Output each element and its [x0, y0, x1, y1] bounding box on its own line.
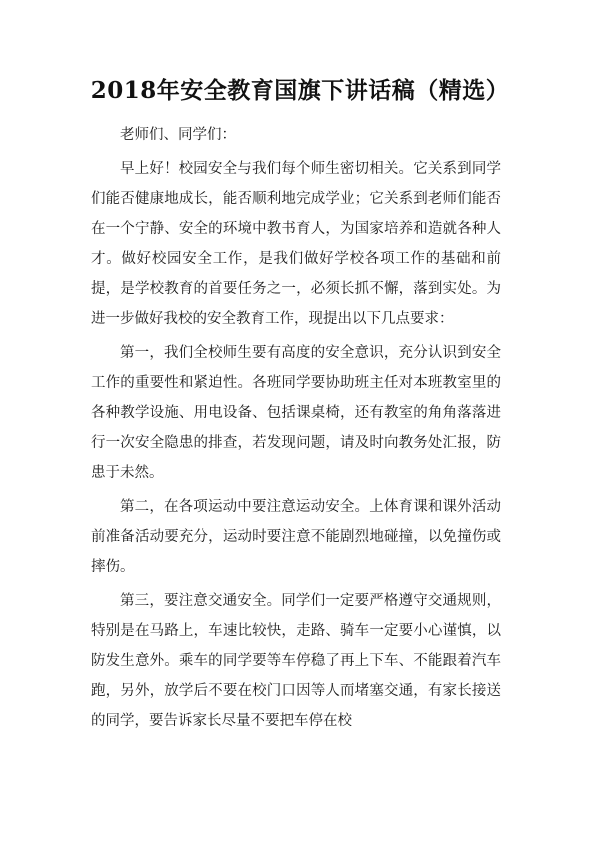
- salutation: 老师们、同学们：: [120, 127, 236, 143]
- paragraph-second: 第二，在各项运动中要注意运动安全。上体育课和课外活动前准备活动要充分，运动时要注意不能剧烈地碰撞，以免撞伤或摔伤。: [91, 499, 501, 575]
- paragraph-third: 第三，要注意交通安全。同学们一定要严格遵守交通规则，特别是在马路上，车速比较快，走路、骑车一定要小心谨慎，以防发生意外。乘车的同学要等车停稳了再上下车、不能跟着汽车跑，另外，放学后不要在校门口因等人而堵塞交通，有家长接送的同学，要告诉家长尽量不要把车停在校: [91, 593, 501, 729]
- document-title: 2018年安全教育国旗下讲话稿（精选）: [90, 77, 510, 104]
- paragraph-first: 第一，我们全校师生要有高度的安全意识，充分认识到安全工作的重要性和紧迫性。各班同学要协助班主任对本班教室里的各种教学设施、用电设备、包括课桌椅，还有教室的角角落落进行一次安全隐患的排查，若发现问题，请及时向教务处汇报，防患于未然。: [91, 345, 501, 481]
- document-body: [91, 120, 501, 740]
- paragraph-intro: 早上好！校园安全与我们每个师生密切相关。它关系到同学们能否健康地成长，能否顺利地完成学业；它关系到老师们能否在一个宁静、安全的环境中教书育人，为国家培养和造就各种人才。做好校园安全工作，是我们做好学校各项工作的基础和前提，是学校教育的首要任务之一，必须长抓不懈，落到实处。为进一步做好我校的安全教育工作，现提出以下几点要求：: [91, 161, 501, 327]
